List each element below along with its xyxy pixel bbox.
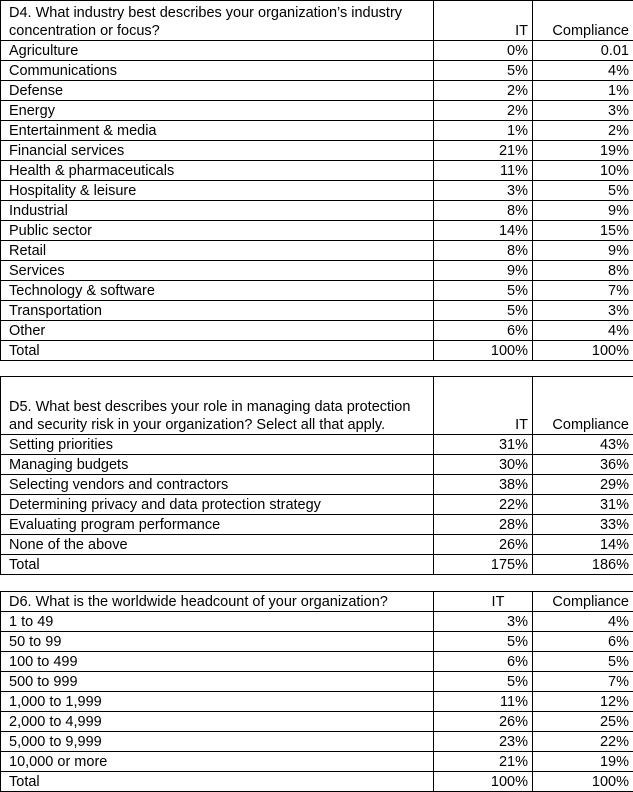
it-value: 3% <box>434 612 533 632</box>
row-label: Energy <box>1 101 434 121</box>
table-row <box>1 712 633 732</box>
table-header-row <box>1 1 633 41</box>
row-label: Public sector <box>1 221 434 241</box>
compliance-value: 1% <box>533 81 633 101</box>
compliance-value: 12% <box>533 692 633 712</box>
table-row <box>1 301 633 321</box>
compliance-value: 6% <box>533 632 633 652</box>
row-label: Transportation <box>1 301 434 321</box>
total-row <box>1 555 633 575</box>
compliance-value: 2% <box>533 121 633 141</box>
compliance-value: 33% <box>533 515 633 535</box>
column-header-it: IT <box>434 592 533 612</box>
table-row <box>1 141 633 161</box>
table-row <box>1 101 633 121</box>
table-header-row <box>1 592 633 612</box>
row-label: Other <box>1 321 434 341</box>
row-label: 2,000 to 4,999 <box>1 712 434 732</box>
it-value: 0% <box>434 41 533 61</box>
row-label: Communications <box>1 61 434 81</box>
d5-role-table <box>0 376 633 575</box>
table-row <box>1 41 633 61</box>
column-header-compliance: Compliance <box>533 592 633 612</box>
row-label: Evaluating program performance <box>1 515 434 535</box>
row-label: 1,000 to 1,999 <box>1 692 434 712</box>
it-value: 100% <box>434 772 533 792</box>
table-row <box>1 535 633 555</box>
it-value: 6% <box>434 652 533 672</box>
table-row <box>1 121 633 141</box>
table-row <box>1 281 633 301</box>
compliance-value: 100% <box>533 772 633 792</box>
compliance-value: 29% <box>533 475 633 495</box>
it-value: 14% <box>434 221 533 241</box>
row-label: Total <box>1 772 434 792</box>
compliance-value: 19% <box>533 752 633 772</box>
compliance-value: 22% <box>533 732 633 752</box>
it-value: 31% <box>434 435 533 455</box>
table-row <box>1 61 633 81</box>
column-header-it: IT <box>434 1 533 41</box>
table-row <box>1 241 633 261</box>
row-label: 100 to 499 <box>1 652 434 672</box>
it-value: 11% <box>434 161 533 181</box>
it-value: 8% <box>434 201 533 221</box>
row-label: Entertainment & media <box>1 121 434 141</box>
row-label: Defense <box>1 81 434 101</box>
compliance-value: 186% <box>533 555 633 575</box>
column-header-compliance: Compliance <box>533 377 633 435</box>
it-value: 26% <box>434 712 533 732</box>
compliance-value: 31% <box>533 495 633 515</box>
table-row <box>1 435 633 455</box>
row-label: Services <box>1 261 434 281</box>
it-value: 26% <box>434 535 533 555</box>
table-row <box>1 732 633 752</box>
total-row <box>1 341 633 361</box>
table-row <box>1 692 633 712</box>
table-row <box>1 515 633 535</box>
table-row <box>1 652 633 672</box>
it-value: 11% <box>434 692 533 712</box>
table-row <box>1 495 633 515</box>
compliance-value: 25% <box>533 712 633 732</box>
row-label: None of the above <box>1 535 434 555</box>
row-label: Industrial <box>1 201 434 221</box>
compliance-value: 10% <box>533 161 633 181</box>
it-value: 8% <box>434 241 533 261</box>
row-label: 1 to 49 <box>1 612 434 632</box>
it-value: 2% <box>434 101 533 121</box>
row-label: Financial services <box>1 141 434 161</box>
compliance-value: 100% <box>533 341 633 361</box>
column-header-it: IT <box>434 377 533 435</box>
it-value: 3% <box>434 181 533 201</box>
it-value: 6% <box>434 321 533 341</box>
it-value: 100% <box>434 341 533 361</box>
d6-headcount-table <box>0 591 633 792</box>
compliance-value: 5% <box>533 181 633 201</box>
row-label: Selecting vendors and contractors <box>1 475 434 495</box>
table-row <box>1 201 633 221</box>
table-row <box>1 632 633 652</box>
it-value: 22% <box>434 495 533 515</box>
compliance-value: 5% <box>533 652 633 672</box>
row-label: 500 to 999 <box>1 672 434 692</box>
compliance-value: 9% <box>533 201 633 221</box>
compliance-value: 14% <box>533 535 633 555</box>
it-value: 21% <box>434 141 533 161</box>
it-value: 1% <box>434 121 533 141</box>
compliance-value: 4% <box>533 61 633 81</box>
it-value: 5% <box>434 301 533 321</box>
it-value: 38% <box>434 475 533 495</box>
it-value: 5% <box>434 61 533 81</box>
table-row <box>1 612 633 632</box>
compliance-value: 9% <box>533 241 633 261</box>
table-row <box>1 752 633 772</box>
table-row <box>1 475 633 495</box>
it-value: 175% <box>434 555 533 575</box>
row-label: 10,000 or more <box>1 752 434 772</box>
table-row <box>1 672 633 692</box>
compliance-value: 19% <box>533 141 633 161</box>
it-value: 23% <box>434 732 533 752</box>
compliance-value: 8% <box>533 261 633 281</box>
column-header-compliance: Compliance <box>533 1 633 41</box>
compliance-value: 7% <box>533 281 633 301</box>
question-cell: D4. What industry best describes your organization’s industry concentration or focus? <box>1 1 434 41</box>
table-row <box>1 221 633 241</box>
question-cell: D5. What best describes your role in managing data protection and security risk in your organization? Select all that apply. <box>1 377 434 435</box>
compliance-value: 4% <box>533 612 633 632</box>
it-value: 30% <box>434 455 533 475</box>
row-label: Setting priorities <box>1 435 434 455</box>
table-row <box>1 321 633 341</box>
it-value: 9% <box>434 261 533 281</box>
table-row <box>1 455 633 475</box>
row-label: Health & pharmaceuticals <box>1 161 434 181</box>
row-label: Total <box>1 555 434 575</box>
question-cell: D6. What is the worldwide headcount of your organization? <box>1 592 434 612</box>
table-row <box>1 181 633 201</box>
it-value: 28% <box>434 515 533 535</box>
compliance-value: 4% <box>533 321 633 341</box>
row-label: Determining privacy and data protection strategy <box>1 495 434 515</box>
table-row <box>1 261 633 281</box>
it-value: 5% <box>434 632 533 652</box>
row-label: Agriculture <box>1 41 434 61</box>
it-value: 21% <box>434 752 533 772</box>
compliance-value: 43% <box>533 435 633 455</box>
table-row <box>1 161 633 181</box>
d4-industry-table <box>0 0 633 361</box>
compliance-value: 3% <box>533 101 633 121</box>
it-value: 2% <box>434 81 533 101</box>
row-label: Retail <box>1 241 434 261</box>
it-value: 5% <box>434 672 533 692</box>
compliance-value: 15% <box>533 221 633 241</box>
compliance-value: 7% <box>533 672 633 692</box>
compliance-value: 3% <box>533 301 633 321</box>
compliance-value: 0.01 <box>533 41 633 61</box>
table-header-row <box>1 377 633 435</box>
row-label: Hospitality & leisure <box>1 181 434 201</box>
row-label: Managing budgets <box>1 455 434 475</box>
table-row <box>1 81 633 101</box>
it-value: 5% <box>434 281 533 301</box>
row-label: Technology & software <box>1 281 434 301</box>
compliance-value: 36% <box>533 455 633 475</box>
row-label: 50 to 99 <box>1 632 434 652</box>
row-label: 5,000 to 9,999 <box>1 732 434 752</box>
row-label: Total <box>1 341 434 361</box>
